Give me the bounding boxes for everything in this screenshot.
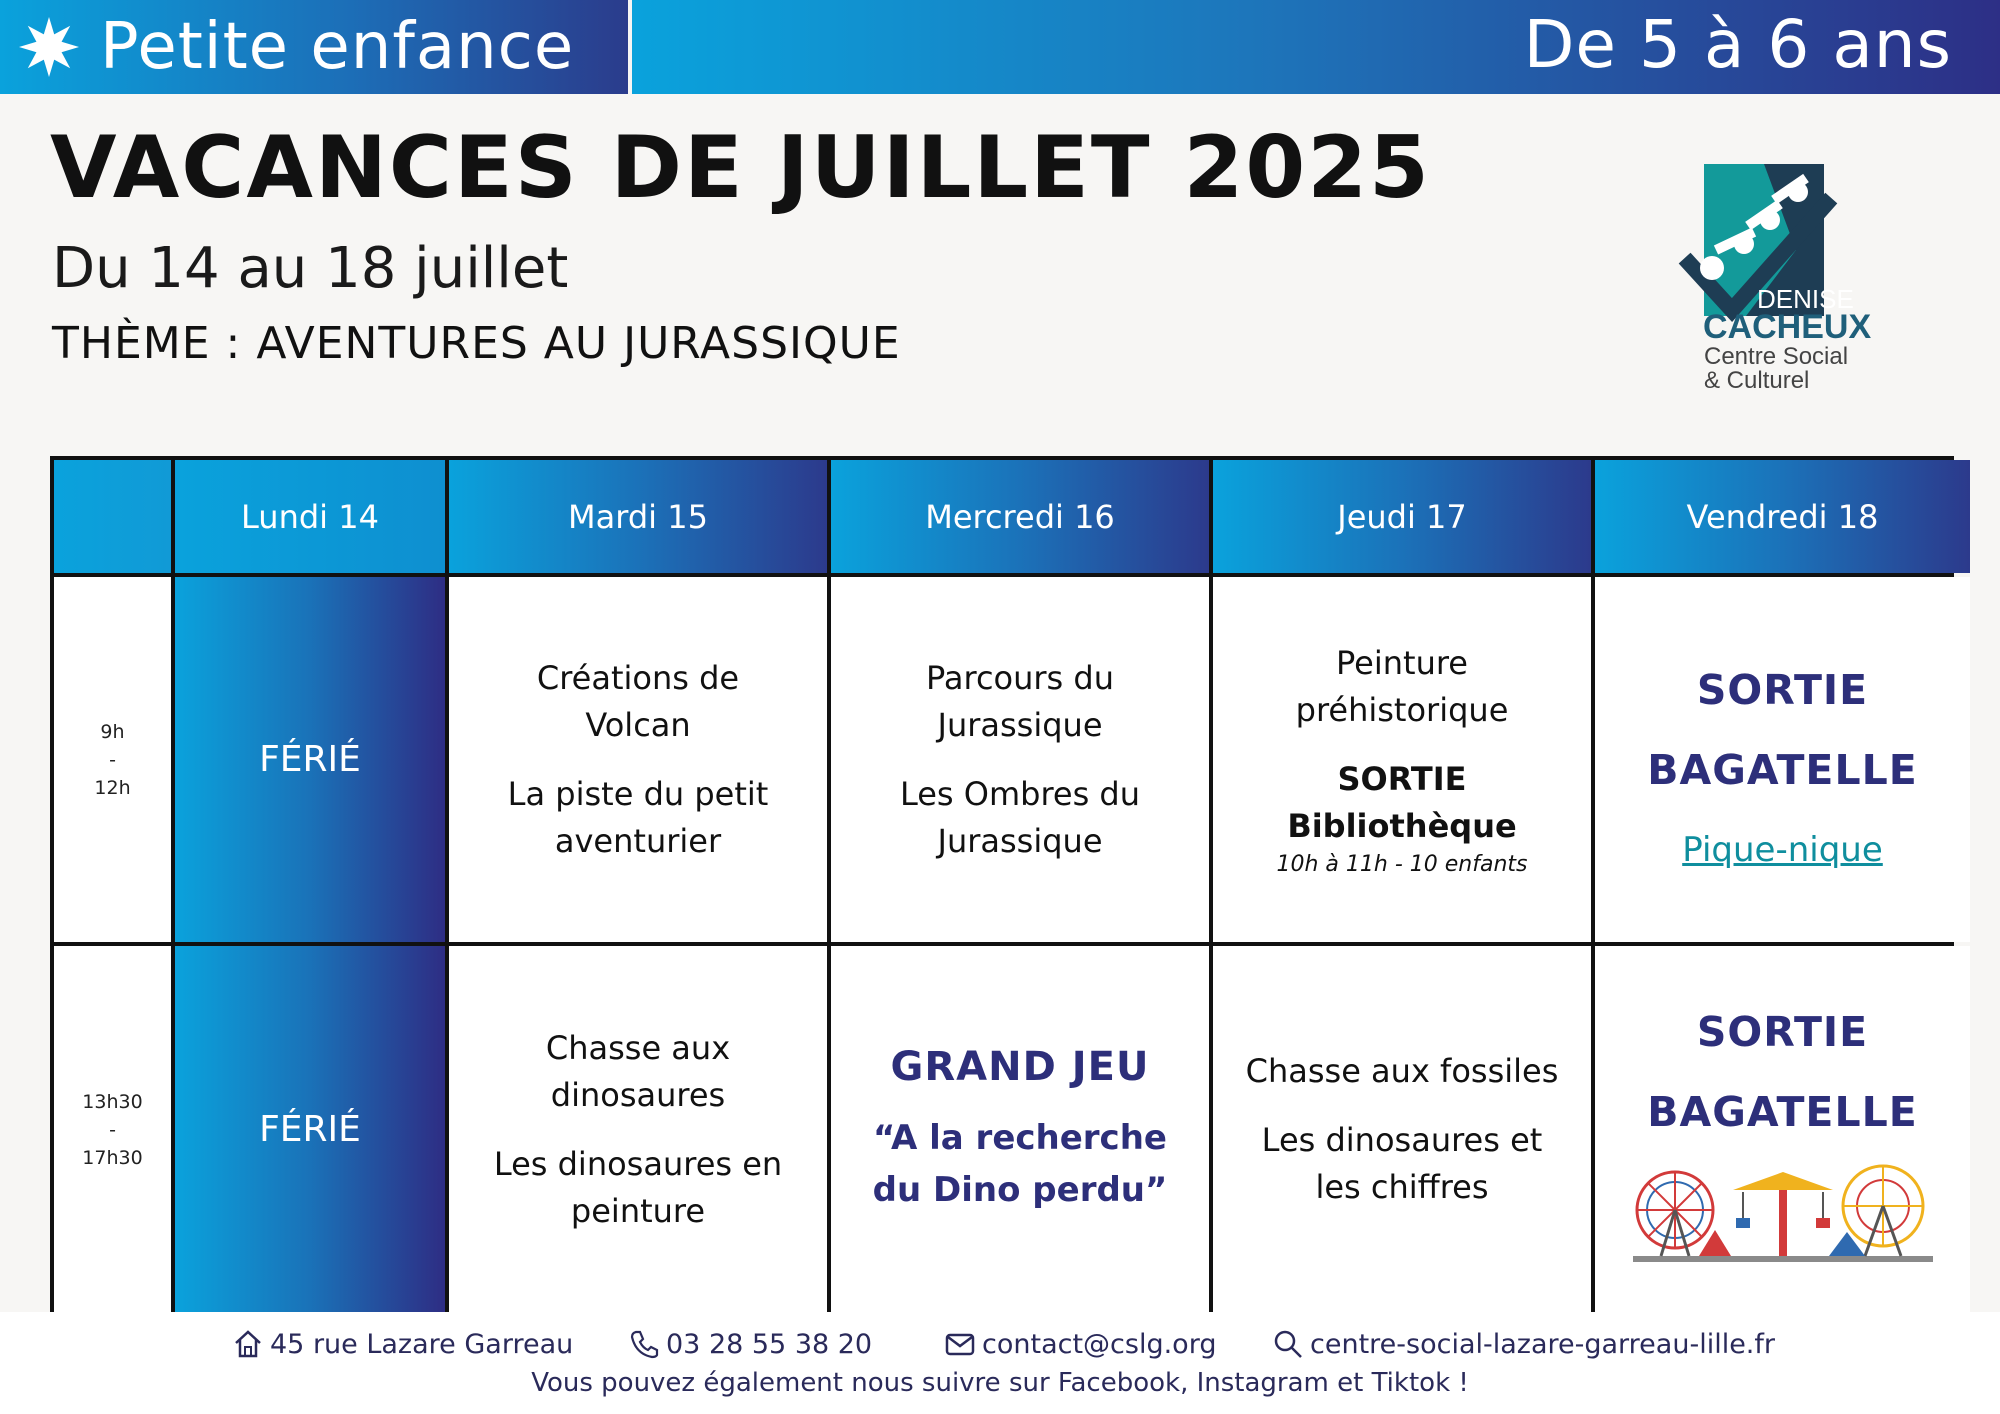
morning-mardi [449, 577, 827, 942]
logo-line-1: DENISE [1757, 284, 1854, 314]
website[interactable] [1272, 1328, 1775, 1360]
activity-text: Parcours du Jurassique [926, 658, 1114, 744]
date-range: Du 14 au 18 juillet [52, 236, 569, 301]
afternoon-lundi: FÉRIÉ [175, 946, 445, 1313]
star-icon [18, 16, 80, 78]
morning-vendredi [1595, 577, 1970, 942]
activity-text: Chasse aux dinosaures [545, 1028, 731, 1114]
banner-left [0, 0, 628, 94]
header-corner [54, 460, 171, 573]
morning-lundi: FÉRIÉ [175, 577, 445, 942]
activity-text: La piste du petit aventurier [507, 774, 769, 860]
outing-text: SORTIE Bibliothèque [1287, 759, 1517, 845]
activity-text: Chasse aux fossiles [1245, 1052, 1559, 1090]
afternoon-mercredi [831, 946, 1209, 1313]
email-text[interactable]: contact@cslg.org [982, 1328, 1217, 1360]
age-range: De 5 à 6 ans [1523, 6, 1952, 83]
search-icon [1272, 1328, 1304, 1360]
afternoon-time-end: 17h30 [82, 1146, 143, 1169]
funfair-illustration [1633, 1160, 1933, 1268]
activity-text: Les Ombres du Jurassique [899, 774, 1141, 860]
activity-text: Les dinosaures et les chiffres [1261, 1121, 1543, 1206]
big-game-title: GRAND JEU [890, 1043, 1150, 1090]
social-follow-note: Vous pouvez également nous suivre sur Facebook, Instagram et Tiktok ! [531, 1368, 1469, 1398]
logo-line-2: CACHEUX [1703, 308, 1872, 346]
big-game-subtitle: “A la recherche du Dino perdu” [872, 1117, 1168, 1210]
afternoon-vendredi [1595, 946, 1970, 1313]
outing-place: BAGATELLE [1647, 745, 1918, 794]
morning-mercredi [831, 577, 1209, 942]
logo-line-4: & Culturel [1704, 367, 1810, 394]
morning-time [54, 577, 171, 942]
morning-time-sep: - [109, 748, 116, 771]
afternoon-time-start: 13h30 [82, 1090, 143, 1113]
morning-time-end: 12h [94, 776, 131, 799]
picnic-note: Pique-nique [1682, 829, 1883, 870]
activity-text: Créations de Volcan [536, 658, 740, 744]
mail-icon [944, 1328, 976, 1360]
outing-title: SORTIE [1696, 665, 1869, 714]
phone-text[interactable]: 03 28 55 38 20 [666, 1328, 873, 1360]
theme-label: THÈME : AVENTURES AU JURASSIQUE [52, 318, 901, 369]
outing-place: BAGATELLE [1647, 1087, 1918, 1136]
banner-title: Petite enfance [100, 10, 575, 84]
morning-jeudi [1213, 577, 1591, 942]
address-text: 45 rue Lazare Garreau [270, 1328, 574, 1360]
outing-title: SORTIE [1696, 1007, 1869, 1056]
header-day-mercredi: Mercredi 16 [831, 460, 1209, 573]
activity-text: Peinture préhistorique [1295, 643, 1509, 729]
afternoon-time [54, 946, 171, 1313]
morning-time-start: 9h [100, 720, 125, 743]
logo-line-3: Centre Social [1704, 343, 1849, 370]
afternoon-jeudi [1213, 946, 1591, 1313]
outing-detail: 10h à 11h - 10 enfants [1276, 851, 1528, 877]
phone-icon [628, 1328, 660, 1360]
afternoon-mardi [449, 946, 827, 1313]
email[interactable] [944, 1328, 1216, 1360]
activity-text: Les dinosaures en peinture [493, 1144, 783, 1230]
banner-right [632, 0, 2000, 94]
home-icon [232, 1328, 264, 1360]
phone[interactable] [628, 1328, 872, 1360]
header-day-vendredi: Vendredi 18 [1595, 460, 1970, 573]
header-day-jeudi: Jeudi 17 [1213, 460, 1591, 573]
afternoon-time-sep: - [109, 1118, 116, 1141]
page-title: VACANCES DE JUILLET 2025 [50, 118, 1431, 218]
header-day-mardi: Mardi 15 [449, 460, 827, 573]
address [232, 1328, 573, 1360]
schedule-table [50, 456, 1954, 1312]
website-text[interactable]: centre-social-lazare-garreau-lille.fr [1310, 1328, 1775, 1360]
header-day-lundi: Lundi 14 [175, 460, 445, 573]
